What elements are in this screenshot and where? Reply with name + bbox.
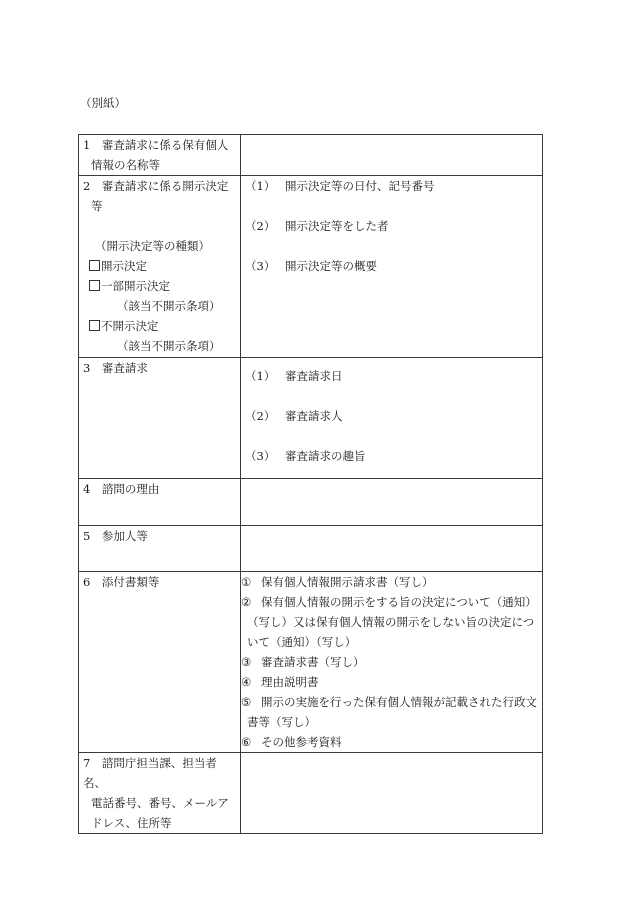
row-label-line: 4 諮問の理由 [83, 482, 160, 496]
attachment-item [241, 652, 542, 672]
sub-item-text: 開示決定等の日付、記号番号 [285, 179, 435, 193]
attachment-text: いて（通知）（写し） [247, 635, 357, 649]
row-label-line: 7 諮問庁担当課、担当者名、 [83, 756, 217, 790]
inquiry-form-table [78, 134, 543, 834]
sub-item-text: 開示決定等をした者 [285, 219, 389, 233]
attachment-item [241, 672, 542, 692]
sub-item [245, 446, 542, 466]
row-label-cell [79, 479, 241, 526]
table-row [79, 358, 543, 479]
attachment-number: ② [241, 595, 252, 609]
attachment-item-continuation [241, 612, 542, 632]
attachment-number: ⑤ [241, 695, 252, 709]
row-value-cell[interactable] [241, 176, 543, 358]
check-item-full-disclosure[interactable] [83, 256, 240, 276]
row-value-cell[interactable] [241, 526, 543, 572]
row-label-cell [79, 176, 241, 358]
attachment-item [241, 692, 542, 712]
row-value-cell [241, 572, 543, 753]
sub-item-text: 審査請求の趣旨 [285, 449, 366, 463]
check-label: 開示決定 [101, 259, 147, 273]
attachment-text: 開示の実施を行った保有個人情報が記載された行政文 [261, 695, 537, 709]
checkbox-icon[interactable] [89, 280, 100, 291]
check-note: （該当不開示条項） [117, 299, 221, 313]
checkbox-icon[interactable] [89, 320, 100, 331]
attachment-item-continuation [241, 632, 542, 652]
attachment-heading: （別紙） [80, 96, 126, 110]
attachment-text: 書等（写し） [247, 715, 316, 729]
attachment-text: 理由説明書 [261, 675, 319, 689]
row-label-line: 6 添付書類等 [83, 575, 160, 589]
attachment-number: ④ [241, 675, 252, 689]
attachment-item [241, 592, 542, 612]
row-label-line: 電話番号、番号、メールア [91, 796, 229, 810]
table-row [79, 753, 543, 834]
sub-item-number: （3） [245, 449, 276, 463]
check-item-partial-disclosure[interactable] [83, 276, 240, 296]
table-row [79, 572, 543, 753]
row-label-line: 3 審査請求 [83, 361, 148, 375]
attachment-item [241, 732, 542, 752]
table-row [79, 526, 543, 572]
sub-item-text: 審査請求日 [285, 369, 343, 383]
attachment-text: （写し）又は保有個人情報の開示をしない旨の決定につ [247, 615, 535, 629]
attachment-text: 保有個人情報の開示をする旨の決定について（通知） [261, 595, 537, 609]
sub-item [245, 366, 542, 386]
check-item-non-disclosure[interactable] [83, 316, 240, 336]
sub-item [245, 406, 542, 426]
row-value-cell[interactable] [241, 135, 543, 176]
check-label: 不開示決定 [101, 319, 159, 333]
sub-item-number: （2） [245, 409, 276, 423]
table-row [79, 135, 543, 176]
checkbox-icon[interactable] [89, 260, 100, 271]
sub-item-text: 開示決定等の概要 [285, 259, 377, 273]
row-label-cell [79, 526, 241, 572]
check-label: 一部開示決定 [101, 279, 170, 293]
row-label-line: ドレス、住所等 [91, 816, 172, 830]
sub-item-number: （3） [245, 259, 276, 273]
row-label-line: 等 [91, 199, 103, 213]
attachment-text: その他参考資料 [261, 735, 342, 749]
attachment-text: 審査請求書（写し） [261, 655, 365, 669]
row-label-line: 2 審査請求に係る開示決定 [83, 179, 229, 193]
row-value-cell[interactable] [241, 479, 543, 526]
row-label-cell [79, 753, 241, 834]
row-value-cell[interactable] [241, 358, 543, 479]
row-label-line: 5 参加人等 [83, 529, 148, 543]
row-label-cell [79, 135, 241, 176]
attachment-item-continuation [241, 712, 542, 732]
sub-item-number: （1） [245, 179, 276, 193]
row-label-line: 情報の名称等 [91, 158, 160, 172]
row-label-line: 1 審査請求に係る保有個人 [83, 138, 229, 152]
table-row [79, 479, 543, 526]
sub-item [245, 256, 542, 276]
check-note: （該当不開示条項） [117, 339, 221, 353]
row-value-cell[interactable] [241, 753, 543, 834]
attachment-number: ③ [241, 655, 252, 669]
decision-types-title: （開示決定等の種類） [95, 239, 210, 253]
attachment-number: ① [241, 575, 252, 589]
sub-item-number: （1） [245, 369, 276, 383]
attachment-text: 保有個人情報開示請求書（写し） [261, 575, 434, 589]
sub-item [245, 216, 542, 236]
sub-item [245, 176, 542, 196]
attachment-number: ⑥ [241, 735, 252, 749]
table-row [79, 176, 543, 358]
row-label-cell [79, 358, 241, 479]
sub-item-text: 審査請求人 [285, 409, 343, 423]
sub-item-number: （2） [245, 219, 276, 233]
attachment-item [241, 572, 542, 592]
row-label-cell [79, 572, 241, 753]
